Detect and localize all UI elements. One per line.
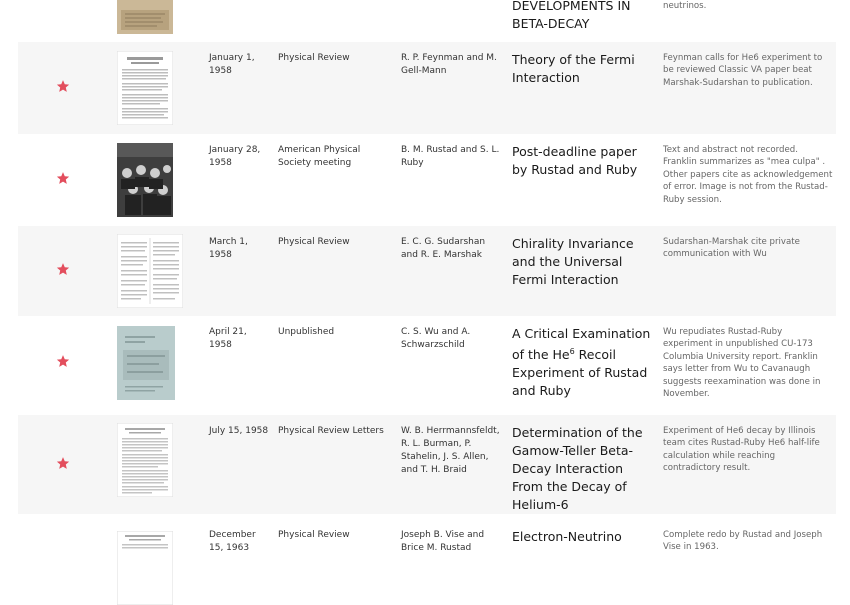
star-icon[interactable] — [56, 79, 70, 93]
paper-notes: Experiment of He6 decay by Illinois team cites Rustad-Ruby He6 half-life calculation while reaching contradictory result. — [663, 426, 820, 474]
table-row — [18, 226, 836, 316]
paper-title[interactable]: A Critical Examination of the He$^6$ Recoil Experiment of Rustad and Ruby — [512, 326, 651, 399]
thumbnail-image[interactable] — [117, 234, 183, 308]
paper-date: January 28, 1958 — [209, 145, 261, 168]
star-icon[interactable] — [56, 171, 70, 185]
paper-authors: B. M. Rustad and S. L. Ruby — [401, 145, 500, 168]
star-icon[interactable] — [56, 456, 70, 470]
paper-date: January 1, 1958 — [209, 53, 255, 76]
thumbnail-image[interactable] — [117, 143, 173, 217]
paper-notes: Sudarshan-Marshak cite private communication with Wu — [663, 237, 800, 260]
paper-notes: Text and abstract not recorded. Franklin summarizes as "mea culpa" . Other papers cite as acknowledgement of error. Image is not from the Rustad-Ruby session. — [663, 145, 833, 205]
paper-venue: Unpublished — [278, 327, 335, 337]
table-row — [18, 0, 836, 42]
thumbnail-image[interactable] — [117, 326, 175, 400]
thumbnail-image[interactable] — [117, 0, 173, 34]
paper-title[interactable]: Electron-Neutrino — [512, 529, 622, 544]
paper-notes: neutrinos. — [663, 1, 707, 11]
paper-authors: E. C. G. Sudarshan and R. E. Marshak — [401, 237, 486, 260]
paper-venue: Physical Review — [278, 530, 350, 540]
paper-venue: Physical Review — [278, 53, 350, 63]
paper-date: March 1, 1958 — [209, 237, 248, 260]
thumbnail-image[interactable] — [117, 531, 173, 605]
paper-notes: Feynman calls for He6 experiment to be reviewed Classic VA paper beat Marshak-Sudarshan to publication. — [663, 53, 823, 88]
paper-notes: Complete redo by Rustad and Joseph Vise in 1963. — [663, 530, 823, 553]
paper-notes: Wu repudiates Rustad-Ruby experiment in unpublished CU-173 Columbia University report. Franklin says letter from Wu to Cavanaugh suggests reexamination was done in November. — [663, 327, 821, 400]
paper-date: December 15, 1963 — [209, 530, 256, 553]
paper-title[interactable]: Chirality Invariance and the Universal Fermi Interaction — [512, 236, 634, 287]
table-row — [18, 415, 836, 514]
thumbnail-image[interactable] — [117, 51, 173, 125]
thumbnail-image[interactable] — [117, 423, 173, 497]
table-row — [18, 316, 836, 415]
paper-venue: Physical Review Letters — [278, 426, 384, 436]
paper-date: April 21, 1958 — [209, 327, 247, 350]
paper-title[interactable]: Theory of the Fermi Interaction — [512, 52, 635, 85]
paper-authors: W. B. Herrmannsfeldt, R. L. Burman, P. Stahelin, J. S. Allen, and T. H. Braid — [401, 426, 500, 475]
paper-title[interactable]: Post-deadline paper by Rustad and Ruby — [512, 144, 638, 177]
paper-date: July 15, 1958 — [209, 426, 269, 436]
paper-title[interactable]: Determination of the Gamow-Teller Beta-Decay Interaction From the Decay of Helium-6 — [512, 425, 643, 512]
table-row — [18, 514, 836, 553]
star-icon[interactable] — [56, 354, 70, 368]
paper-authors: C. S. Wu and A. Schwarzschild — [401, 327, 471, 350]
paper-venue: Physical Review — [278, 237, 350, 247]
table-row — [18, 42, 836, 134]
paper-authors: Joseph B. Vise and Brice M. Rustad — [401, 530, 485, 553]
star-icon[interactable] — [56, 262, 70, 276]
paper-venue: American Physical Society meeting — [278, 145, 361, 168]
table-row — [18, 134, 836, 226]
paper-authors: R. P. Feynman and M. Gell-Mann — [401, 53, 497, 76]
paper-title[interactable]: DEVELOPMENTS IN BETA-DECAY — [512, 0, 631, 31]
